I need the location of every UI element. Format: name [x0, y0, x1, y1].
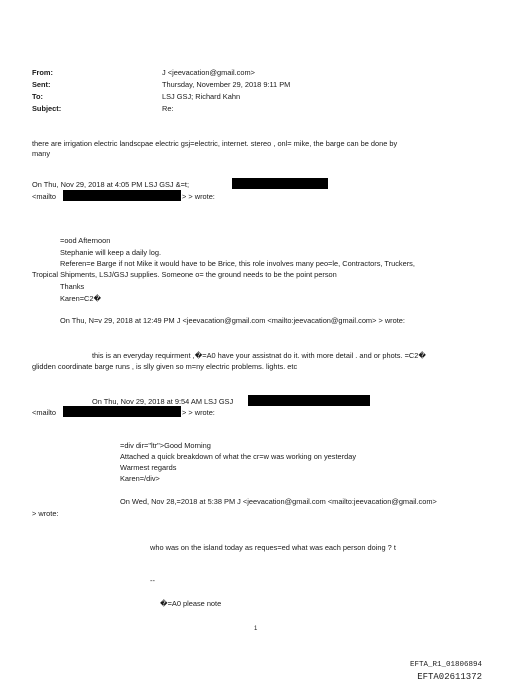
quote1-greeting: =ood Afternoon — [60, 236, 111, 245]
quote3-div: =div dir="ltr">Good Morning — [120, 441, 211, 450]
quote3-line-1: Attached a quick breakdown of what the cr=w was working on yesterday — [120, 452, 357, 461]
subject-value: Re: — [162, 104, 174, 113]
to-value: LSJ GSJ; Richard Kahn — [162, 92, 241, 101]
quote4-header: On Wed, Nov 28,=2018 at 5:38 PM J <jeevacation@gmail.com <mailto:jeevacation@gmail.com> — [120, 497, 437, 506]
page-number: 1 — [254, 626, 258, 632]
quote4-dash: -- — [150, 576, 155, 585]
quote1-thanks: Thanks — [60, 282, 85, 291]
redaction-box — [63, 190, 181, 201]
quote1-wrote: > > wrote: — [182, 192, 215, 201]
quote4-wrote: > wrote: — [32, 509, 59, 518]
sent-value: Thursday, November 29, 2018 9:11 PM — [162, 80, 291, 89]
quote3-line-2: Warmest regards — [120, 463, 177, 472]
quote1-mailto: <mailto — [32, 192, 57, 201]
quote1-line-2: Referen=e Barge if not Mike it would have to be Brice, this role involves many peo=le, Contractors, Truckers, — [60, 259, 415, 268]
redaction-box — [248, 395, 370, 406]
quote1-line-1: Stephanie will keep a daily log. — [60, 248, 162, 257]
quote3-line-3: Karen=/div> — [120, 474, 160, 483]
quote4-line-1: who was on the island today as reques=ed what was each person doing ? t — [150, 543, 396, 552]
quote3-header: On Thu, Nov 29, 2018 at 9:54 AM LSJ GSJ — [92, 397, 234, 406]
quote4-note: �=A0 please note — [160, 599, 222, 608]
quote3-mailto: <mailto — [32, 408, 57, 417]
quote2-header: On Thu, N=v 29, 2018 at 12:49 PM J <jeevacation@gmail.com <mailto:jeevacation@gmail.com> > wrote: — [60, 316, 405, 325]
body-line-2: many — [32, 149, 51, 158]
quote1-header: On Thu, Nov 29, 2018 at 4:05 PM LSJ GSJ &=t; — [32, 180, 190, 189]
quote2-line-2: glidden coordinate barge runs , is slly given so m=ny electric problems. lights. etc — [32, 362, 298, 371]
from-label: From: — [32, 68, 53, 77]
quote1-line-3: Tropical Shipments, LSJ/GSJ supplies. Someone o= the ground needs to be the point person — [32, 270, 337, 279]
quote2-line-1: this is an everyday requirment ,�=A0 have your assistnat do it. with more detail . and or phots. =C2� — [92, 351, 426, 360]
subject-label: Subject: — [32, 104, 62, 113]
from-value: J <jeevacation@gmail.com> — [162, 68, 255, 77]
body-line-1: there are irrigation electric landscpae electric gsj=electric, internet. stereo , onl= mike, the barge can be done by — [32, 139, 398, 148]
bates-id-secondary: EFTA02611372 — [417, 672, 482, 682]
quote1-signature: Karen=C2� — [60, 294, 102, 303]
sent-label: Sent: — [32, 80, 51, 89]
redaction-box — [63, 406, 181, 417]
redaction-box — [232, 178, 328, 189]
bates-id-primary: EFTA_R1_01806894 — [409, 661, 482, 669]
to-label: To: — [32, 92, 43, 101]
quote3-wrote: > > wrote: — [182, 408, 215, 417]
